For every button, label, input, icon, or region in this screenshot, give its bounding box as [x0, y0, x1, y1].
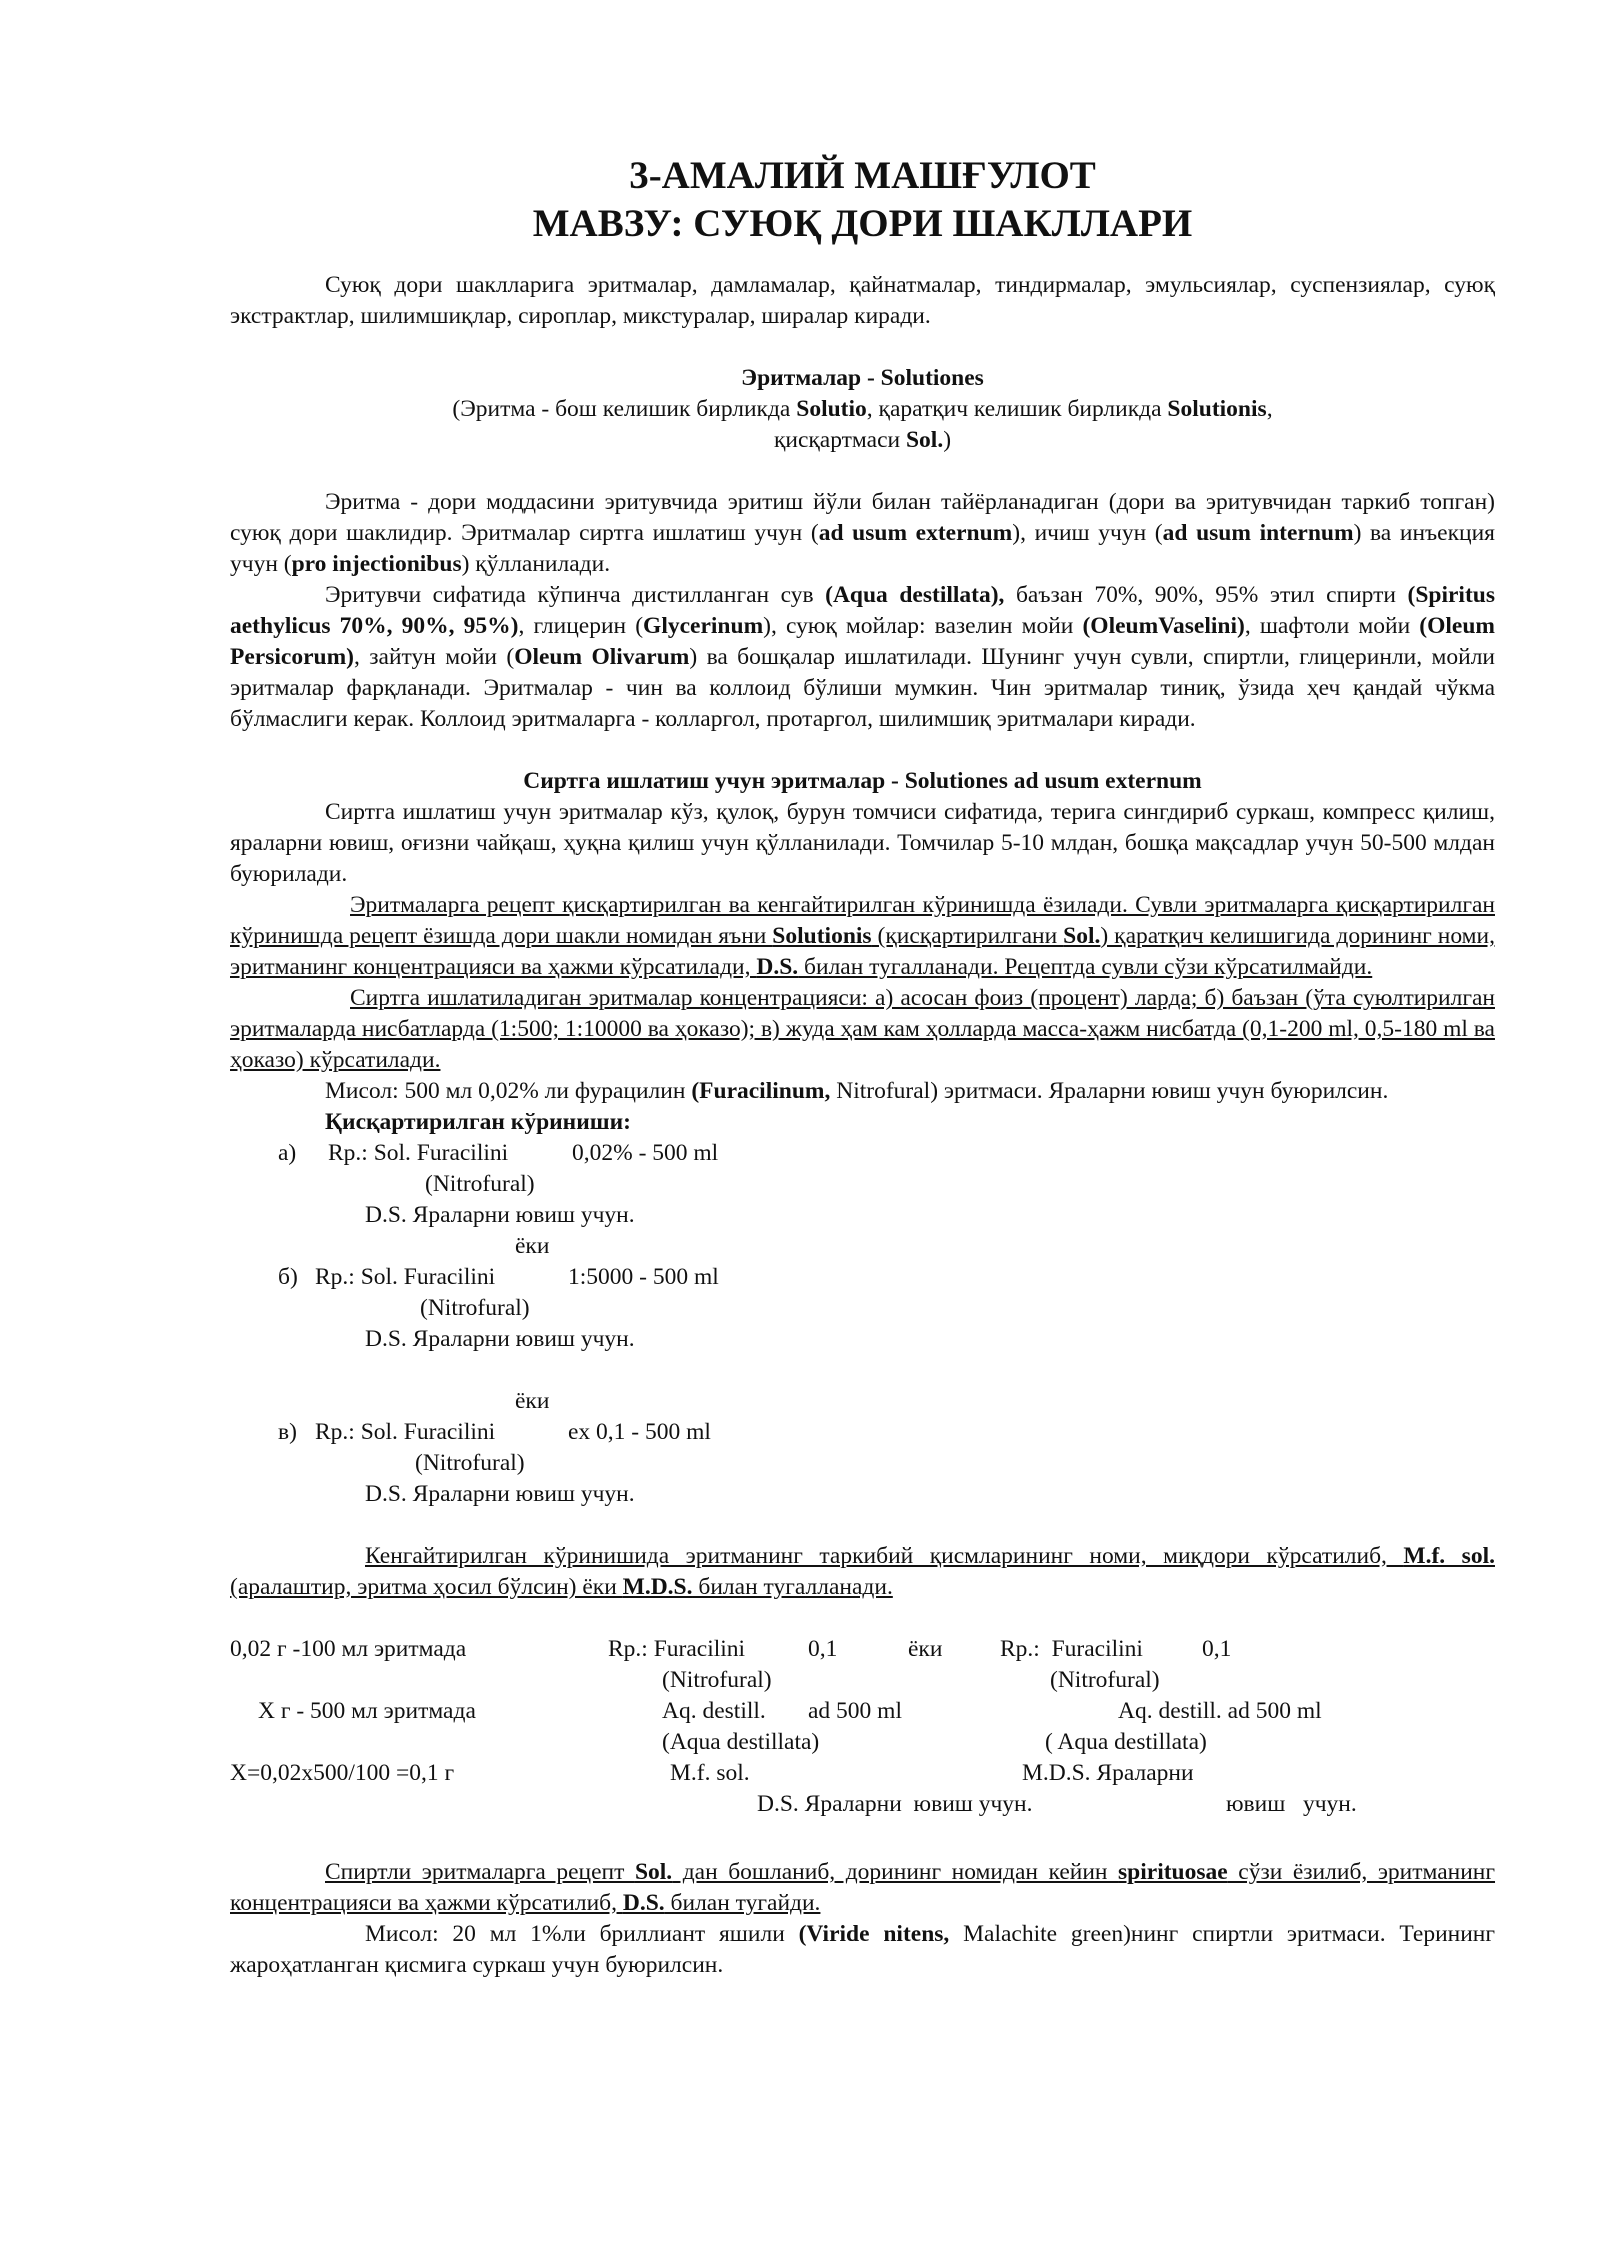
recipe-a-dose: 0,02% - 500 ml — [572, 1140, 719, 1166]
section-heading-external: Сиртга ишлатиш учун эритмалар - Solutiones ad usum externum — [523, 768, 1202, 794]
recipe-c-dose: ex 0,1 - 500 ml — [568, 1419, 711, 1445]
recipe-a-ds: D.S. Яраларни ювиш учун. — [365, 1202, 635, 1228]
prescription-rules-paragraph: Эритмаларга рецепт қисқартирилган ва кенгайтирилган кўринишда ёзилади. Сувли эритмаларга қисқартирилган кўринишда рецепт ёзишда дори шакли номидан яъни Solutionis (қисқартирилгани Sol.) қаратқич келишигида дорининг номи, эритманинг концентрацияси ва ҳажми кўрсатилади, D.S. билан тугалланади. Рецептда сувли сўзи кўрсатилмайди. — [230, 892, 1495, 980]
solution-note: (Эритма - бош келишик бирликда Solutio, қаратқич келишик бирликда Solutionis, қисқартмаси Sol.) — [452, 396, 1273, 453]
external-use-paragraph: Сиртга ишлатиш учун эритмалар кўз, қулоқ, бурун томчиси сифатида, терига сингдириб суркаш, компресс қилиш, яраларни ювиш, оғизни чайқаш, ҳуқна қилиш учун қўлланилади. Томчилар 5-10 млдан, бошқа мақсадлар учун 50-500 млдан буюрилади. — [230, 799, 1495, 887]
recipe-a — [230, 1138, 1495, 1262]
rx-mid-aqua-dose: ad 500 ml — [808, 1698, 902, 1724]
spirit-solutions-paragraph: Спиртли эритмаларга рецепт Sol. дан бошланиб, дорининг номидан кейин spirituosae сўзи ёзилиб, эритманинг концентрацияси ва ҳажми кўрсатилиб, D.S. билан тугайди. — [230, 1859, 1496, 1916]
recipe-c-rp: Rp.: Sol. Furacilini — [315, 1419, 496, 1445]
rx-right-mds-cont: ювиш учун. — [1226, 1791, 1357, 1817]
rx-mid-dose: 0,1 — [808, 1636, 838, 1662]
rx-right-nitrofural: (Nitrofural) — [1050, 1667, 1160, 1693]
recipe-c — [230, 1417, 1495, 1510]
recipe-b — [230, 1262, 1495, 1417]
section-heading-solutions: Эритмалар - Solutiones — [741, 365, 984, 391]
recipe-or-1: ёки — [515, 1233, 550, 1259]
recipe-b-nitrofural: (Nitrofural) — [420, 1295, 530, 1321]
recipe-c-label: в) — [278, 1419, 297, 1445]
rx-mid-mf: M.f. sol. — [670, 1760, 750, 1786]
calc-line-1: 0,02 г -100 мл эритмада — [230, 1636, 467, 1662]
recipe-b-dose: 1:5000 - 500 ml — [568, 1264, 719, 1290]
concentration-paragraph: Сиртга ишлатиладиган эритмалар концентрацияси: а) асосан фоиз (процент) ларда; б) баъзан (ўта суюлтирилган эритмаларда нисбатларда (1:500; 1:10000 ва ҳоказо); в) жуда ҳам кам ҳолларда масса-ҳажм нисбатда (0,1-200 ml, 0,5-180 ml ва ҳоказо) кўрсатилади. — [230, 985, 1495, 1073]
page-title — [230, 152, 1495, 248]
rx-or: ёки — [908, 1636, 943, 1662]
recipe-or-2: ёки — [515, 1388, 550, 1414]
rx-right-dose: 0,1 — [1202, 1636, 1232, 1662]
spirit-example-paragraph: Мисол: 20 мл 1%ли бриллиант яшили (Viride nitens, Malachite green)нинг спиртли эритмаси. Терининг жароҳатланган қисмига суркаш учун буюрилсин. — [230, 1921, 1496, 1978]
calculation-block — [230, 1634, 1495, 1834]
recipe-a-rp: Rp.: Sol. Furacilini — [328, 1140, 509, 1166]
recipe-c-nitrofural: (Nitrofural) — [415, 1450, 525, 1476]
recipe-b-rp: Rp.: Sol. Furacilini — [315, 1264, 496, 1290]
recipe-a-label: а) — [278, 1140, 297, 1166]
example-paragraph: Мисол: 500 мл 0,02% ли фурацилин (Furacilinum, Nitrofural) эритмаси. Яраларни ювиш учун буюрилсин. — [325, 1078, 1389, 1104]
rx-mid-nitrofural: (Nitrofural) — [662, 1667, 772, 1693]
recipe-b-label: б) — [278, 1264, 298, 1290]
short-form-title: Қисқартирилган кўриниши: — [325, 1109, 631, 1135]
calc-line-2: Х г - 500 мл эритмада — [258, 1698, 476, 1724]
intro-paragraph: Суюқ дори шаклларига эритмалар, дамламалар, қайнатмалар, тиндирмалар, эмульсиялар, суспензиялар, суюқ экстрактлар, шилимшиқлар, сироплар, микстуралар, ширалар киради. — [230, 272, 1495, 329]
solvents-paragraph: Эритувчи сифатида кўпинча дистилланган сув (Aqua destillata), баъзан 70%, 90%, 95% этил спирти (Spiritus aethylicus 70%, 90%, 95%), глицерин (Glycerinum), суюқ мойлар: вазелин мойи (OleumVaselini), шафтоли мойи (Oleum Persicorum), зайтун мойи (Oleum Olivarum) ва бошқалар ишлатилади. Шунинг учун сувли, спиртли, глицеринли, мойли эритмалар фарқланади. Эритмалар - чин ва коллоид бўлиши мумкин. Чин эритмалар тиниқ, ўзида ҳеч қандай чўкма бўлмаслиги керак. Коллоид эритмаларга - колларгол, протаргол, шилимшиқ эритмалари киради. — [230, 582, 1496, 732]
recipe-c-ds: D.S. Яраларни ювиш учун. — [365, 1481, 635, 1507]
rx-right-mds: M.D.S. Яраларни — [1022, 1760, 1194, 1786]
rx-mid-rp: Rp.: Furacilini — [608, 1636, 746, 1662]
definition-paragraph: Эритма - дори моддасини эритувчида эритиш йўли билан тайёрланадиган (дори ва эритувчидан таркиб топган) суюқ дори шаклидир. Эритмалар сиртга ишлатиш учун (ad usum externum), ичиш учун (ad usum internum) ва инъекция учун (pro injectionibus) қўлланилади. — [230, 489, 1495, 577]
rx-right-rp: Rp.: Furacilini — [1000, 1636, 1143, 1662]
rx-right-aqua-latin: ( Aqua destillata) — [1045, 1729, 1207, 1755]
calc-line-3: Х=0,02х500/100 =0,1 г — [230, 1760, 455, 1786]
rx-mid-aqua: Aq. destill. — [662, 1698, 766, 1724]
rx-mid-ds: D.S. Яраларни ювиш учун. — [757, 1791, 1033, 1817]
document-page — [230, 152, 1495, 1981]
expanded-form-paragraph: Кенгайтирилган кўринишида эритманинг таркибий қисмларининг номи, миқдори кўрсатилиб, M.f. sol. (аралаштир, эритма ҳосил бўлсин) ёки M.D.S. билан тугалланади. — [230, 1543, 1495, 1600]
title-line-1: 3-АМАЛИЙ МАШҒУЛОТ — [629, 154, 1096, 197]
recipe-b-ds: D.S. Яраларни ювиш учун. — [365, 1326, 635, 1352]
rx-mid-aqua-latin: (Aqua destillata) — [662, 1729, 820, 1755]
rx-right-aqua: Aq. destill. ad 500 ml — [1118, 1698, 1322, 1724]
title-line-2: МАВЗУ: СУЮҚ ДОРИ ШАКЛЛАРИ — [532, 202, 1193, 245]
recipe-a-nitrofural: (Nitrofural) — [425, 1171, 535, 1197]
